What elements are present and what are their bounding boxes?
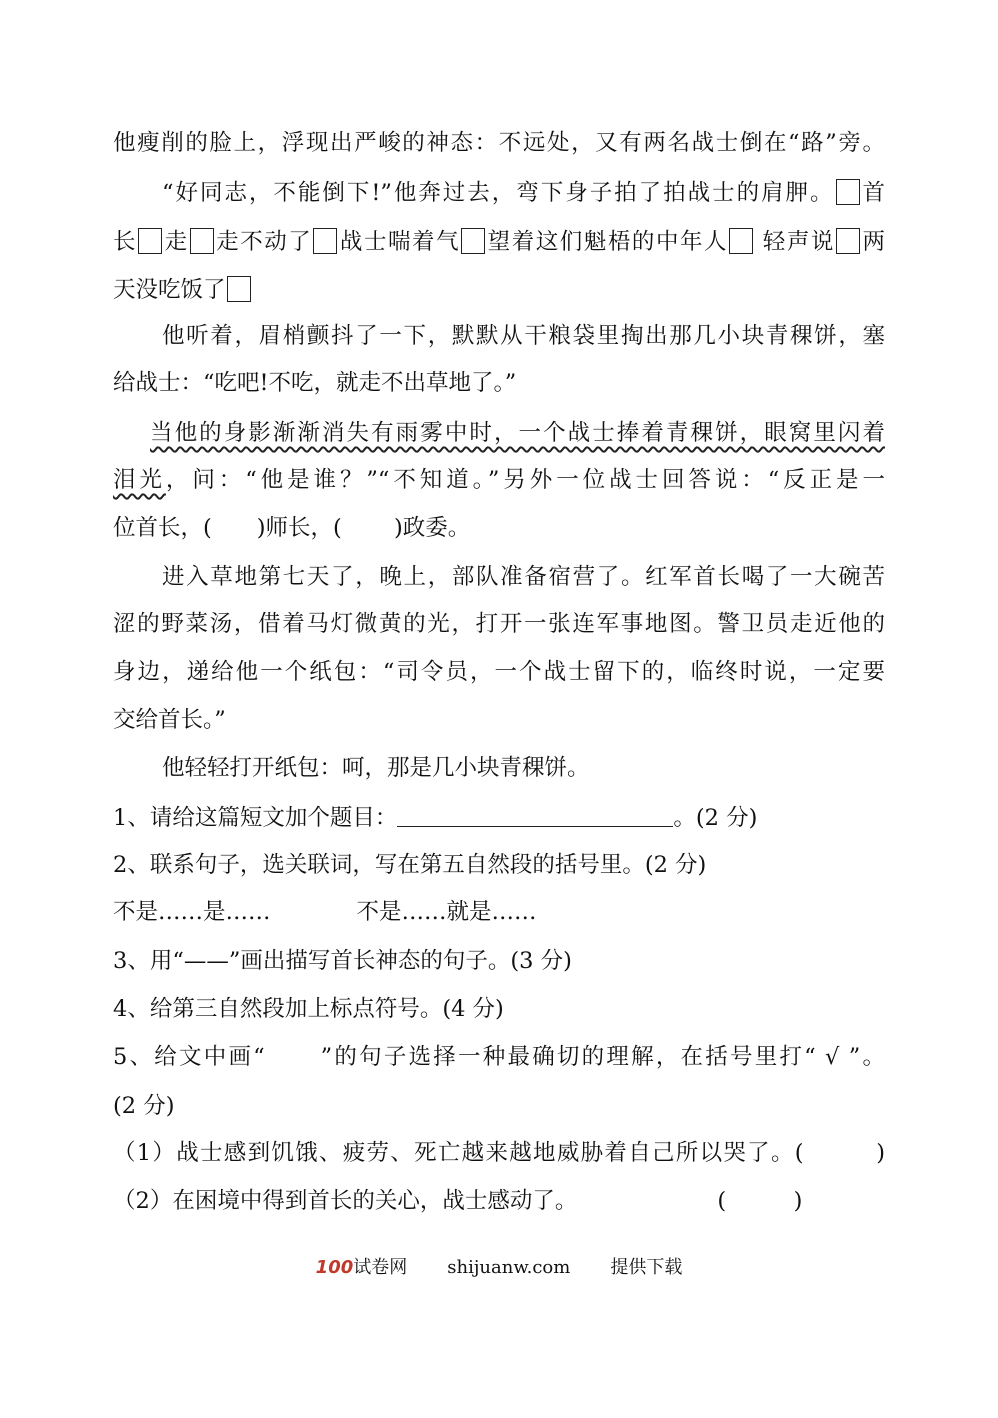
site-logo: 100: [315, 1257, 354, 1278]
conjunction-option: 不是……就是……: [356, 899, 537, 925]
question-text: ”的句子选择一种最确切的理解，在括号里打“ √ ”。: [320, 1044, 885, 1070]
option-1: [113, 1142, 885, 1165]
question-1: [113, 806, 757, 830]
title-answer-blank[interactable]: [397, 806, 673, 827]
passage-line: [113, 228, 885, 254]
wavy-underlined-sentence: 当他的身影渐渐消失有雨雾中时，一个战士捧着青稞饼，眼窝里闪着: [150, 420, 885, 446]
answer-paren[interactable]: ( ): [794, 1140, 885, 1166]
option-2: [113, 1190, 802, 1213]
punctuation-box[interactable]: [461, 228, 485, 254]
text: 长: [113, 229, 138, 255]
text: 战士喘着气: [338, 229, 461, 255]
option-text: （1）战士感到饥饿、疲劳、死亡越来越地威胁着自己所以哭了。: [113, 1140, 795, 1166]
option-text: （2）在困境中得到首长的关心，战士感动了。: [113, 1188, 578, 1214]
question-3: 3、用“——”画出描写首长神态的句子。(3 分): [113, 948, 572, 974]
punctuation-box[interactable]: [138, 228, 162, 254]
answer-paren[interactable]: ( ): [717, 1188, 803, 1214]
text: 走不动了: [214, 229, 313, 255]
question-4: 4、给第三自然段加上标点符号。(4 分): [113, 996, 504, 1022]
passage-line: 他听着，眉梢颤抖了一下，默默从干粮袋里掏出那几小块青稞饼，塞: [162, 323, 885, 349]
download-note: 提供下载: [610, 1257, 683, 1278]
question-score: 。(2 分): [673, 805, 758, 831]
punctuation-box[interactable]: [313, 228, 337, 254]
site-url[interactable]: shijuanw.com: [447, 1257, 571, 1278]
passage-line: [113, 469, 885, 492]
question-text: 1、请给这篇短文加个题目：: [113, 805, 398, 831]
text: 首: [860, 180, 885, 206]
punctuation-box[interactable]: [729, 228, 753, 254]
passage-line: [162, 179, 885, 205]
text: ，问：“他是谁？”“不知道。”另外一位战士回答说：“反正是一: [165, 467, 885, 493]
passage-line: 身边，递给他一个纸包：“司令员，一个战士留下的，临终时说，一定要: [113, 659, 885, 685]
punctuation-box[interactable]: [227, 276, 251, 302]
text: 望着这们魁梧的中年人: [486, 229, 729, 255]
wavy-underlined-sentence: 泪光: [113, 467, 166, 493]
text: 两: [860, 229, 885, 255]
footer: [0, 1253, 998, 1279]
site-name: 试卷网: [353, 1257, 408, 1278]
passage-line: 位首长，( )师长，( )政委。: [113, 515, 471, 541]
punctuation-box[interactable]: [836, 179, 860, 205]
passage-line: 进入草地第七天了，晚上，部队准备宿营了。红军首长喝了一大碗苦: [162, 564, 885, 590]
passage-line: [113, 276, 252, 302]
text: 轻声说: [754, 229, 835, 255]
question-2: 2、联系句子，选关联词，写在第五自然段的括号里。(2 分): [113, 852, 707, 878]
passage-line: 他瘦削的脸上，浮现出严峻的神态：不远处，又有两名战士倒在“路”旁。: [113, 130, 885, 156]
wavy-line-sample: [265, 1046, 321, 1066]
question-5: [113, 1046, 885, 1069]
passage-line: 给战士：“吃吧!不吃，就走不出草地了。”: [113, 370, 517, 396]
text: “好同志，不能倒下!”他奔过去，弯下身子拍了拍战士的肩胛。: [162, 180, 835, 206]
text: 天没吃饭了: [113, 277, 226, 303]
question-text: 5、给文中画“: [113, 1044, 265, 1070]
question-2-options: [113, 901, 537, 924]
punctuation-box[interactable]: [836, 228, 860, 254]
punctuation-box[interactable]: [190, 228, 214, 254]
text: 走: [163, 229, 189, 255]
passage-line: 交给首长。”: [113, 707, 226, 733]
passage-line: 涩的野菜汤，借着马灯微黄的光，打开一张连军事地图。警卫员走近他的: [113, 611, 885, 637]
passage-line: 他轻轻打开纸包：呵，那是几小块青稞饼。: [162, 755, 590, 781]
passage-line: [150, 422, 885, 445]
conjunction-option: 不是……是……: [113, 899, 271, 925]
question-5-score: (2 分): [113, 1093, 175, 1119]
